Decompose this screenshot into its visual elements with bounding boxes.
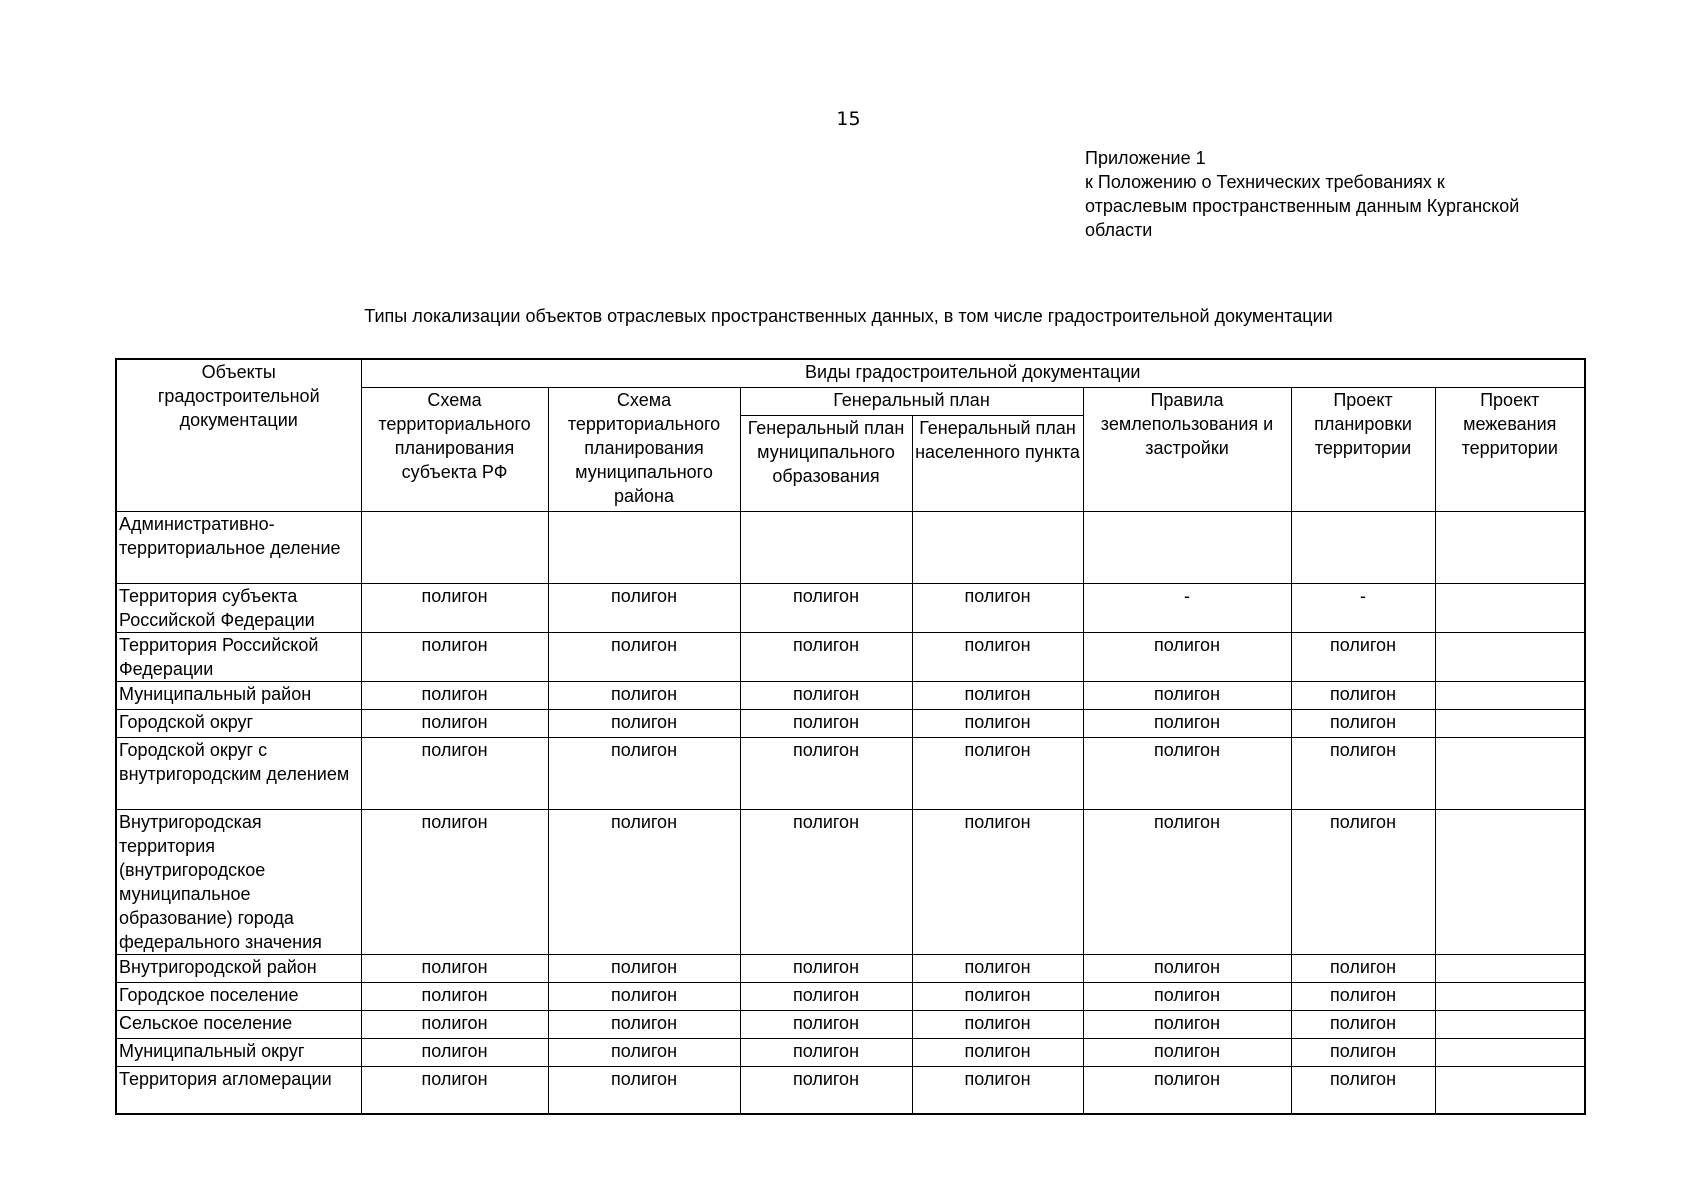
value-cell: полигон	[1291, 1038, 1435, 1066]
value-cell: полигон	[548, 1010, 740, 1038]
value-cell: полигон	[740, 1010, 912, 1038]
object-name-cell: Городской округ	[116, 709, 361, 737]
value-cell: полигон	[740, 632, 912, 681]
value-cell: полигон	[740, 809, 912, 954]
value-cell: полигон	[361, 954, 548, 982]
object-name-cell: Территория агломерации	[116, 1066, 361, 1114]
value-cell: полигон	[740, 737, 912, 809]
value-cell: полигон	[548, 954, 740, 982]
table-row	[116, 709, 1585, 737]
value-cell: полигон	[912, 809, 1083, 954]
value-cell: полигон	[1291, 809, 1435, 954]
header-row	[116, 359, 1585, 387]
value-cell	[1291, 511, 1435, 583]
value-cell: полигон	[548, 1066, 740, 1114]
value-cell	[912, 511, 1083, 583]
value-cell	[1435, 737, 1585, 809]
value-cell	[1435, 632, 1585, 681]
value-cell	[1435, 1038, 1585, 1066]
value-cell: полигон	[912, 709, 1083, 737]
value-cell: полигон	[1083, 954, 1291, 982]
table-row	[116, 982, 1585, 1010]
value-cell: полигон	[1291, 632, 1435, 681]
value-cell: полигон	[1291, 1066, 1435, 1114]
value-cell: -	[1083, 583, 1291, 632]
object-name-cell: Городской округ с внутригородским делением	[116, 737, 361, 809]
value-cell	[1435, 809, 1585, 954]
table-row	[116, 681, 1585, 709]
appendix-line: Приложение 1	[1085, 148, 1206, 168]
header-general-plan: Генеральный план	[740, 387, 1083, 415]
value-cell: полигон	[1083, 809, 1291, 954]
value-cell: полигон	[1291, 681, 1435, 709]
value-cell: полигон	[740, 583, 912, 632]
table-row	[116, 954, 1585, 982]
value-cell: полигон	[548, 681, 740, 709]
value-cell: полигон	[1083, 681, 1291, 709]
value-cell: полигон	[912, 1010, 1083, 1038]
value-cell: полигон	[1083, 1038, 1291, 1066]
object-name-cell: Внутригородская территория (внутригородское муниципальное образование) города федерального значения	[116, 809, 361, 954]
header-spatial-plan-subject: Схема территориального планирования субъекта РФ	[361, 387, 548, 511]
table-row	[116, 737, 1585, 809]
document-title: Типы локализации объектов отраслевых пространственных данных, в том числе градостроительной документации	[364, 306, 1333, 326]
value-cell: полигон	[740, 681, 912, 709]
value-cell: полигон	[361, 737, 548, 809]
value-cell: полигон	[740, 1066, 912, 1114]
value-cell	[1083, 511, 1291, 583]
object-name-cell: Административно-территориальное деление	[116, 511, 361, 583]
value-cell: полигон	[361, 1038, 548, 1066]
value-cell: полигон	[361, 809, 548, 954]
header-general-plan-settlement: Генеральный план населенного пункта	[912, 415, 1083, 511]
value-cell: полигон	[1083, 709, 1291, 737]
table-header	[116, 359, 1585, 511]
value-cell	[1435, 982, 1585, 1010]
value-cell: полигон	[1291, 709, 1435, 737]
value-cell: полигон	[361, 1066, 548, 1114]
value-cell: полигон	[912, 954, 1083, 982]
value-cell: полигон	[740, 709, 912, 737]
value-cell: полигон	[1083, 737, 1291, 809]
header-planning-project: Проект планировки территории	[1291, 387, 1435, 511]
object-name-cell: Муниципальный округ	[116, 1038, 361, 1066]
appendix-line: к Положению о Технических требованиях к	[1085, 172, 1445, 192]
value-cell: полигон	[548, 737, 740, 809]
value-cell	[1435, 954, 1585, 982]
value-cell	[1435, 1010, 1585, 1038]
header-objects: Объекты градостроительной документации	[116, 359, 361, 511]
value-cell: полигон	[912, 982, 1083, 1010]
object-name-cell: Сельское поселение	[116, 1010, 361, 1038]
value-cell: полигон	[361, 632, 548, 681]
value-cell: полигон	[1083, 1066, 1291, 1114]
table-row	[116, 809, 1585, 954]
value-cell: полигон	[912, 632, 1083, 681]
table-row	[116, 1038, 1585, 1066]
value-cell: полигон	[548, 583, 740, 632]
value-cell: полигон	[1291, 982, 1435, 1010]
object-name-cell: Муниципальный район	[116, 681, 361, 709]
value-cell: полигон	[740, 982, 912, 1010]
table-row	[116, 1010, 1585, 1038]
value-cell: полигон	[740, 954, 912, 982]
value-cell: полигон	[912, 737, 1083, 809]
value-cell: полигон	[548, 709, 740, 737]
value-cell: полигон	[1291, 954, 1435, 982]
appendix-note	[1085, 146, 1585, 242]
page-number: 15	[836, 108, 861, 130]
value-cell: полигон	[1083, 632, 1291, 681]
value-cell: полигон	[361, 982, 548, 1010]
header-surveying-project: Проект межевания территории	[1435, 387, 1585, 511]
value-cell: полигон	[548, 632, 740, 681]
value-cell	[1435, 1066, 1585, 1114]
value-cell: полигон	[361, 709, 548, 737]
header-spatial-plan-district: Схема территориального планирования муниципального района	[548, 387, 740, 511]
object-name-cell: Территория субъекта Российской Федерации	[116, 583, 361, 632]
value-cell: полигон	[740, 1038, 912, 1066]
table-row	[116, 511, 1585, 583]
appendix-line: области	[1085, 220, 1153, 240]
header-general-plan-municipal: Генеральный план муниципального образования	[740, 415, 912, 511]
value-cell: полигон	[912, 681, 1083, 709]
value-cell: полигон	[548, 1038, 740, 1066]
object-name-cell: Городское поселение	[116, 982, 361, 1010]
table-body	[116, 511, 1585, 1114]
value-cell	[1435, 681, 1585, 709]
value-cell: полигон	[548, 982, 740, 1010]
header-doc-types: Виды градостроительной документации	[361, 359, 1585, 387]
value-cell	[1435, 709, 1585, 737]
header-land-use-rules: Правила землепользования и застройки	[1083, 387, 1291, 511]
object-name-cell: Территория Российской Федерации	[116, 632, 361, 681]
value-cell	[361, 511, 548, 583]
value-cell: полигон	[361, 1010, 548, 1038]
value-cell	[740, 511, 912, 583]
table-row	[116, 583, 1585, 632]
value-cell: полигон	[548, 809, 740, 954]
value-cell: полигон	[912, 583, 1083, 632]
value-cell	[1435, 583, 1585, 632]
value-cell: полигон	[912, 1038, 1083, 1066]
value-cell	[548, 511, 740, 583]
table-row	[116, 632, 1585, 681]
value-cell: полигон	[361, 583, 548, 632]
value-cell: полигон	[912, 1066, 1083, 1114]
localization-types-table	[115, 358, 1586, 1115]
object-name-cell: Внутригородской район	[116, 954, 361, 982]
value-cell: -	[1291, 583, 1435, 632]
value-cell	[1435, 511, 1585, 583]
value-cell: полигон	[361, 681, 548, 709]
value-cell: полигон	[1083, 982, 1291, 1010]
value-cell: полигон	[1291, 737, 1435, 809]
appendix-line: отраслевым пространственным данным Курганской	[1085, 196, 1520, 216]
value-cell: полигон	[1083, 1010, 1291, 1038]
value-cell: полигон	[1291, 1010, 1435, 1038]
table-row	[116, 1066, 1585, 1114]
